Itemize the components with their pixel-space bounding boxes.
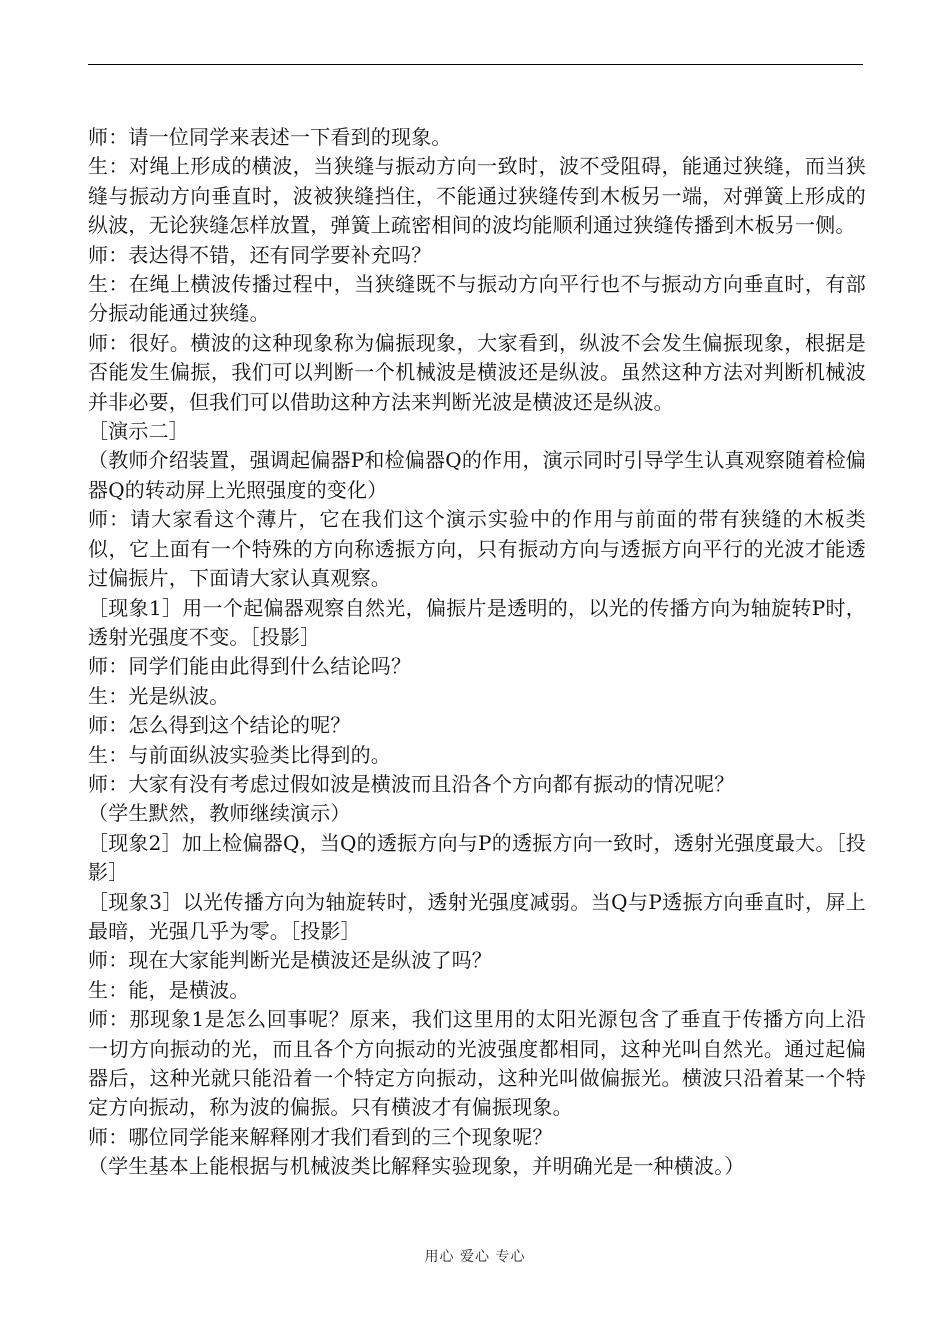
- paragraph: 师：现在大家能判断光是横波还是纵波了吗？: [88, 948, 492, 973]
- paragraph: （学生默然，教师继续演示）: [88, 801, 351, 826]
- paragraph: 生：能，是横波。: [88, 977, 250, 1002]
- paragraph: 生：与前面纵波实验类比得到的。: [88, 742, 391, 767]
- paragraph: 师：请大家看这个薄片，它在我们这个演示实验中的作用与前面的带有狭缝的木板类似，它上面有一个特殊的方向称透振方向，只有振动方向与透振方向平行的光波才能透过偏振片，下面请大家认真观察。: [88, 507, 866, 591]
- paragraph: （教师介绍装置，强调起偏器P和检偏器Q的作用，演示同时引导学生认真观察随着检偏器Q的转动屏上光照强度的变化）: [88, 448, 866, 502]
- paragraph: 生：在绳上横波传播过程中，当狭缝既不与振动方向平行也不与振动方向垂直时，有部分振动能通过狭缝。: [88, 272, 866, 326]
- header-rule: [88, 64, 863, 65]
- paragraph: （学生基本上能根据与机械波类比解释实验现象，并明确光是一种横波。）: [88, 1154, 745, 1179]
- paragraph: 师：怎么得到这个结论的呢？: [88, 713, 351, 738]
- paragraph: ［现象3］以光传播方向为轴旋转时，透射光强度减弱。当Q与P透振方向垂直时，屏上最暗，光强几乎为零。［投影］: [88, 889, 866, 943]
- paragraph: 师：表达得不错，还有同学要补充吗？: [88, 242, 432, 267]
- paragraph: 师：大家有没有考虑过假如波是横波而且沿各个方向都有振动的情况呢？: [88, 771, 735, 796]
- paragraph: 师：同学们能由此得到什么结论吗？: [88, 654, 412, 679]
- page-footer: 用心 爱心 专心: [424, 1249, 526, 1265]
- paragraph: 师：请一位同学来表述一下看到的现象。: [88, 125, 452, 149]
- paragraph: 师：很好。横波的这种现象称为偏振现象，大家看到，纵波不会发生偏振现象，根据是否能发生偏振，我们可以判断一个机械波是横波还是纵波。虽然这种方法对判断机械波并非必要，但我们可以借助这种方法来判断光波是横波还是纵波。: [88, 330, 866, 414]
- paragraph: 师：哪位同学能来解释刚才我们看到的三个现象呢？: [88, 1124, 553, 1149]
- paragraph: 生：对绳上形成的横波，当狭缝与振动方向一致时，波不受阻碍，能通过狭缝，而当狭缝与振动方向垂直时，波被狭缝挡住，不能通过狭缝传到木板另一端，对弹簧上形成的纵波，无论狭缝怎样放置，弹簧上疏密相间的波均能顺利通过狭缝传播到木板另一侧。: [88, 154, 866, 238]
- paragraph: ［演示二］: [88, 419, 189, 444]
- paragraph: ［现象1］用一个起偏器观察自然光，偏振片是透明的，以光的传播方向为轴旋转P时，透射光强度不变。［投影］: [88, 595, 866, 649]
- paragraph: ［现象2］加上检偏器Q，当Q的透振方向与P的透振方向一致时，透射光强度最大。［投影］: [88, 830, 866, 885]
- paragraph: 师：那现象1是怎么回事呢？原来，我们这里用的太阳光源包含了垂直于传播方向上沿一切方向振动的光，而且各个方向振动的光波强度都相同，这种光叫自然光。通过起偏器后，这种光就只能沿着一个特定方向振动，这种光叫做偏振光。横波只沿着某一个特定方向振动，称为波的偏振。只有横波才有偏振现象。: [88, 1007, 866, 1120]
- document-body: [88, 123, 866, 1182]
- paragraph: 生：光是纵波。: [88, 683, 230, 708]
